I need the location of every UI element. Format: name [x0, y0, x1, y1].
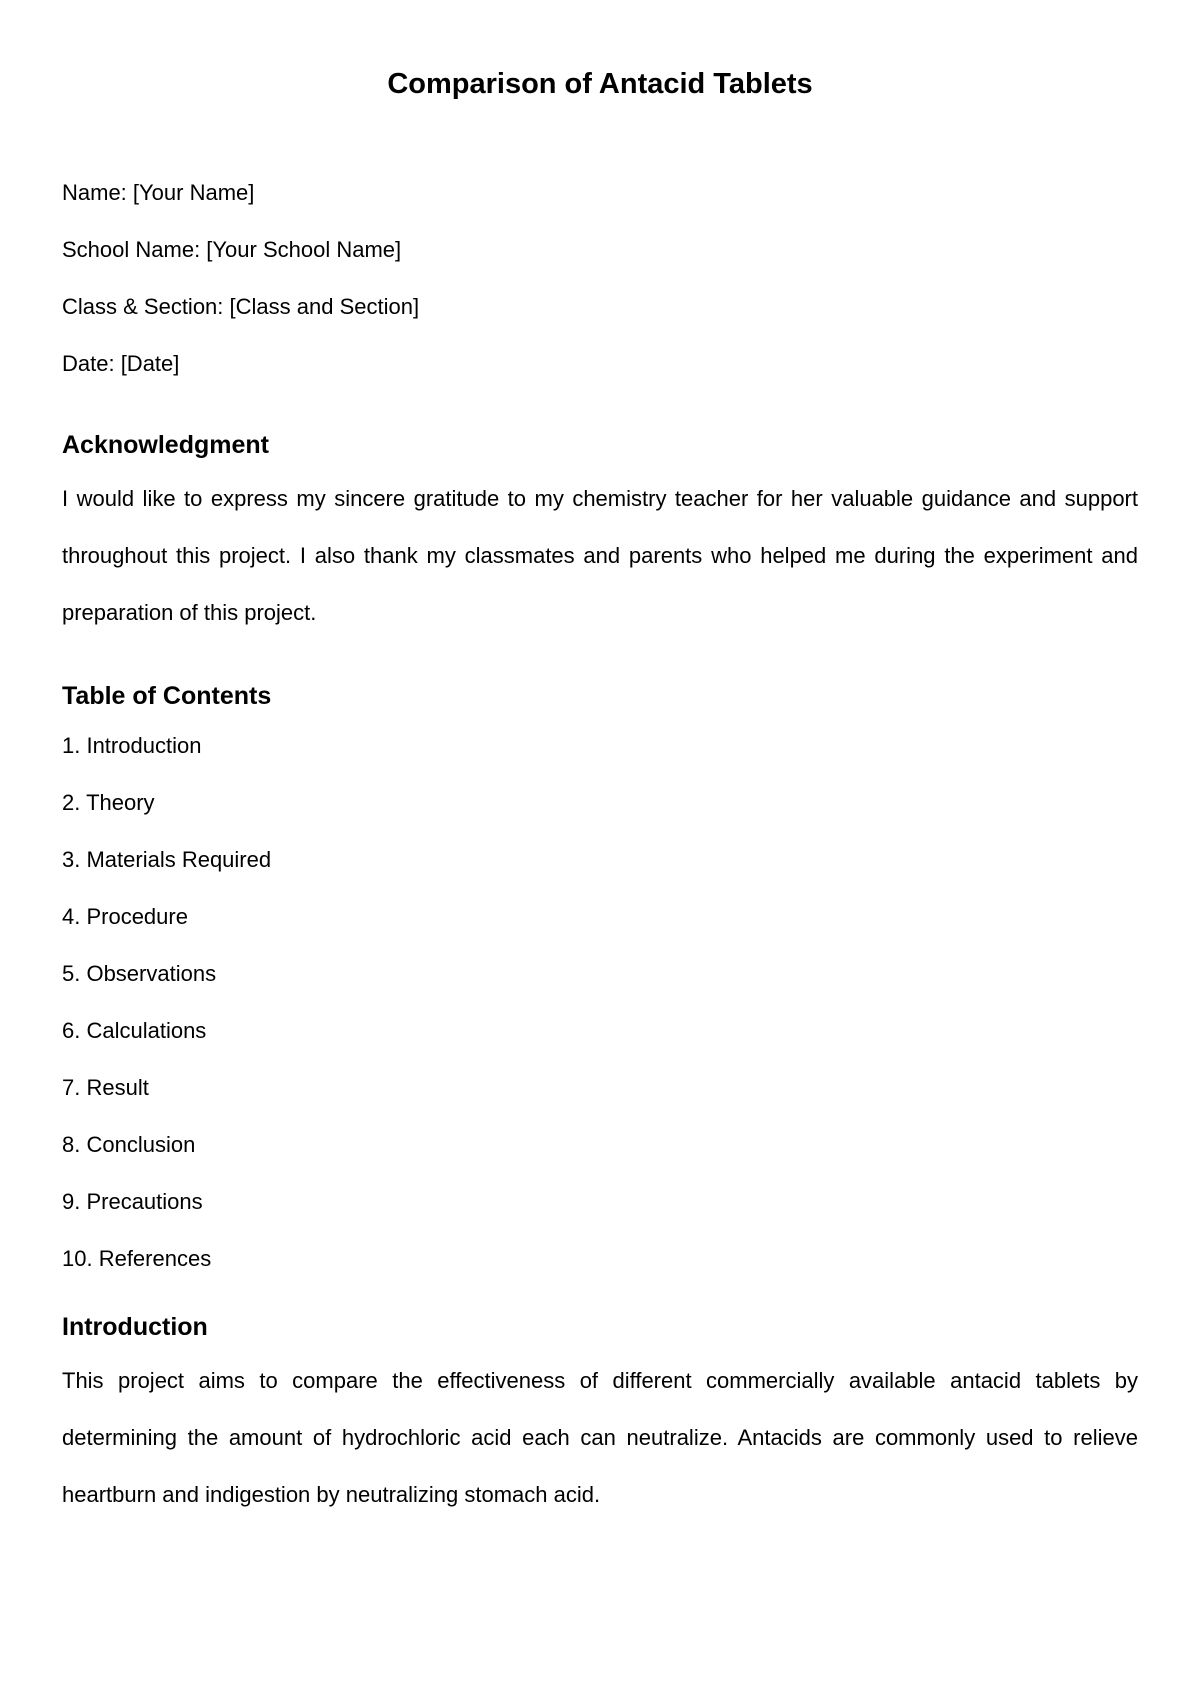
toc-item-references: 10. References [62, 1246, 212, 1271]
date-line: Date: [Date] [62, 351, 180, 376]
toc-list [62, 733, 1138, 1272]
toc-item-materials-required: 3. Materials Required [62, 847, 272, 872]
toc-heading: Table of Contents [62, 682, 272, 710]
name-line: Name: [Your Name] [62, 180, 255, 205]
school-name-line: School Name: [Your School Name] [62, 237, 402, 262]
toc-item-procedure: 4. Procedure [62, 904, 188, 929]
acknowledgment-heading: Acknowledgment [62, 431, 269, 459]
toc-item-introduction: 1. Introduction [62, 733, 202, 758]
toc-item-calculations: 6. Calculations [62, 1018, 207, 1043]
student-info [62, 180, 1138, 377]
toc-item-result: 7. Result [62, 1075, 149, 1100]
class-section-line: Class & Section: [Class and Section] [62, 294, 420, 319]
toc-item-precautions: 9. Precautions [62, 1189, 203, 1214]
toc-item-observations: 5. Observations [62, 961, 217, 986]
document-title: Comparison of Antacid Tablets [387, 68, 813, 100]
introduction-heading: Introduction [62, 1313, 208, 1341]
introduction-paragraph: This project aims to compare the effectiveness of different commercially available antacid tablets by determining the amount of hydrochloric acid each can neutralize. Antacids are commonly used to relieve heartburn and indigestion by neutralizing stomach acid. [62, 1368, 1138, 1507]
toc-item-theory: 2. Theory [62, 790, 155, 815]
acknowledgment-paragraph: I would like to express my sincere gratitude to my chemistry teacher for her valuable guidance and support throughout this project. I also thank my classmates and parents who helped me during the experiment and preparation of this project. [62, 486, 1138, 625]
toc-item-conclusion: 8. Conclusion [62, 1132, 196, 1157]
